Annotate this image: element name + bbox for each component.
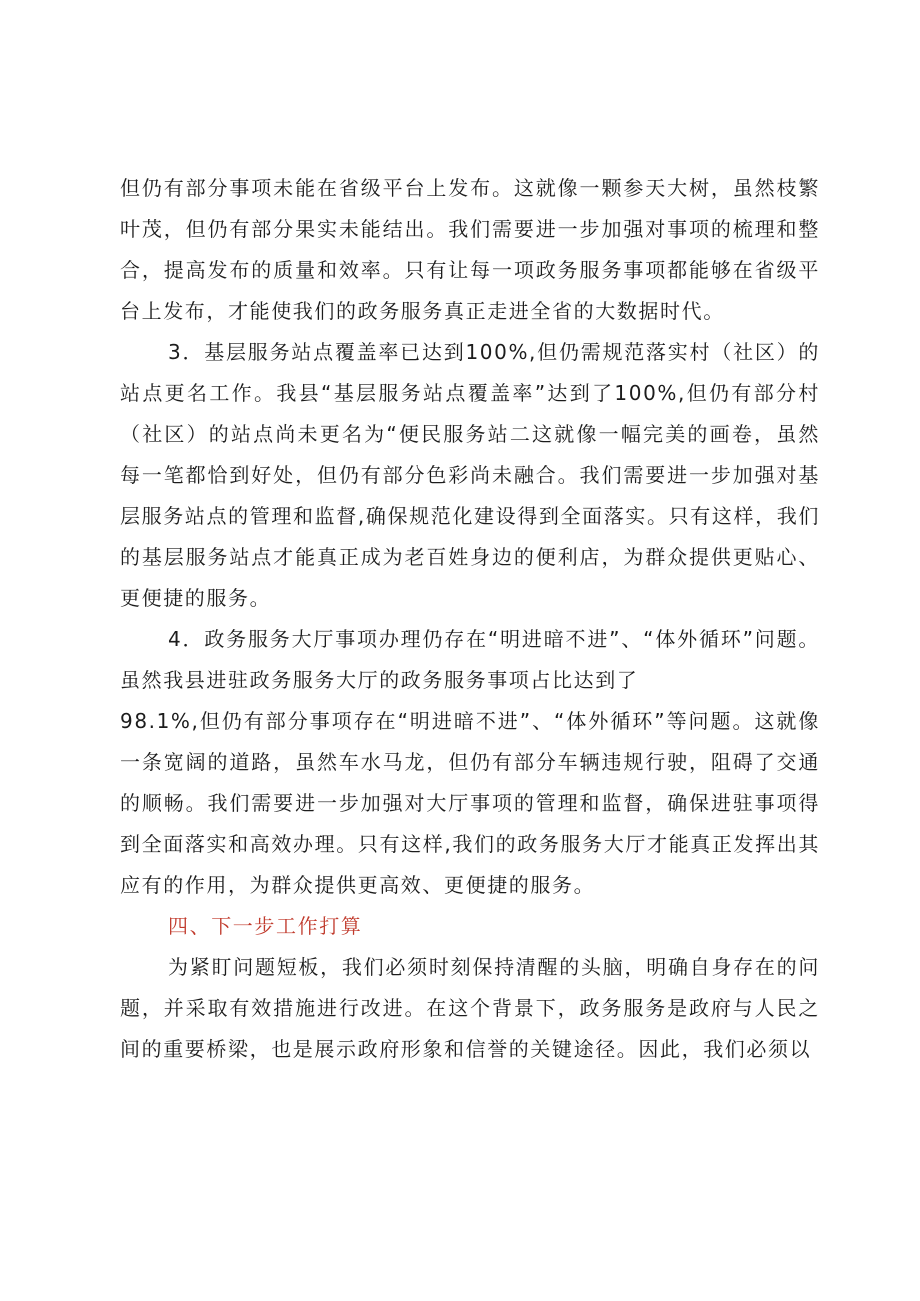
paragraph-continuation: 但仍有部分事项未能在省级平台上发布。这就像一颗参天大树，虽然枝繁叶茂，但仍有部分果实未能结出。我们需要进一步加强对事项的梳理和整合，提高发布的质量和效率。只有让每一项政务服务事项都能够在省级平台上发布，才能使我们的政务服务真正走进全省的大数据时代。 xyxy=(120,176,820,323)
document-body xyxy=(120,168,820,1070)
section-heading: 四、下一步工作打算 xyxy=(168,914,363,938)
paragraph-item-4-continued: 98.1%,但仍有部分事项存在“明进暗不进”、“体外循环”等问题。这就像一条宽阔的道路，虽然车水马龙，但仍有部分车辆违规行驶，阻碍了交通的顺畅。我们需要进一步加强对大厅事项的管理和监督，确保进驻事项得到全面落实和高效办理。只有这样,我们的政务服务大厅才能真正发挥出其应有的作用，为群众提供更高效、更便捷的服务。 xyxy=(120,709,820,897)
paragraph-item-3: 3．基层服务站点覆盖率已达到100%,但仍需规范落实村（社区）的站点更名工作。我县“基层服务站点覆盖率”达到了100%,但仍有部分村（社区）的站点尚未更名为“便民服务站二这就像一幅完美的画卷，虽然每一笔都恰到好处，但仍有部分色彩尚未融合。我们需要进一步加强对基层服务站点的管理和监督,确保规范化建设得到全面落实。只有这样，我们的基层服务站点才能真正成为老百姓身边的便利店，为群众提供更贴心、更便捷的服务。 xyxy=(120,340,820,610)
paragraph-item-4: 4．政务服务大厅事项办理仍存在“明进暗不进”、“体外循环”问题。虽然我县进驻政务服务大厅的政务服务事项占比达到了 xyxy=(120,627,820,692)
paragraph-next-steps: 为紧盯问题短板，我们必须时刻保持清醒的头脑，明确自身存在的问题，并采取有效措施进行改进。在这个背景下，政务服务是政府与人民之间的重要桥梁，也是展示政府形象和信誉的关键途径。因此，我们必须以 xyxy=(120,955,820,1061)
